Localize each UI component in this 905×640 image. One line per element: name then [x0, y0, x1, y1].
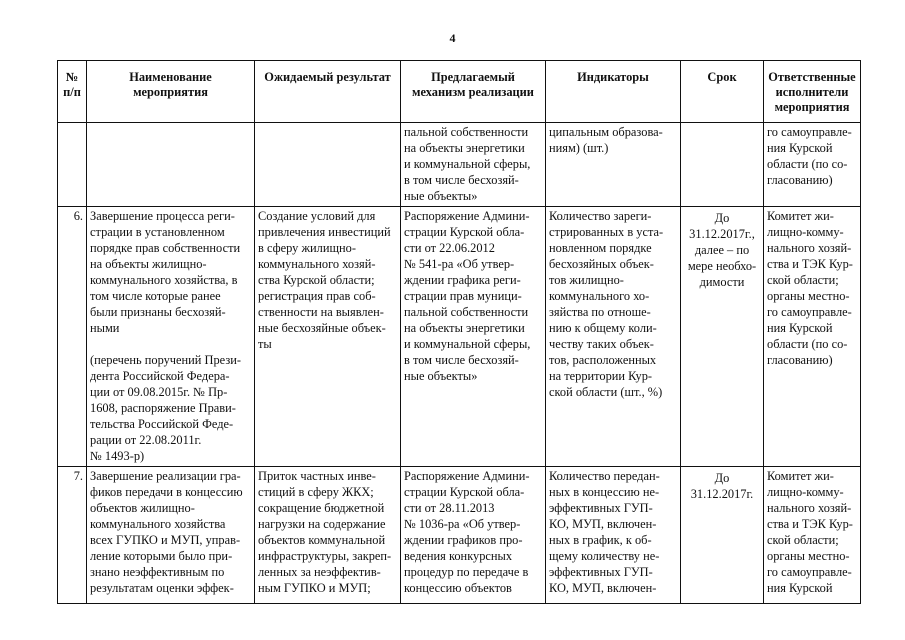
cell-line: ниям) (шт.) [549, 141, 609, 155]
cell-content [90, 468, 251, 595]
cell-line: были признаны бесхозяй- [90, 305, 226, 319]
cell-line: ленных за неэффектив- [258, 565, 381, 579]
cell-line: коммунального хозяйства, в [90, 273, 238, 287]
cell-line: 31.12.2017г., [689, 227, 755, 241]
cell-line: ждении графика реги- [404, 273, 521, 287]
cell-line: Предлагаемый [431, 70, 515, 84]
cell-line: зяйства по отноше- [549, 305, 651, 319]
cell-line: нагрузки на содержание [258, 517, 386, 531]
measures-table [57, 60, 861, 604]
cell-line: До [714, 471, 730, 485]
cell-content [258, 468, 397, 595]
cell-content [767, 468, 857, 595]
cell-line: ства и ТЭК Кур- [767, 517, 853, 531]
cell-line: Наименование [129, 70, 212, 84]
cell-line: № 1036-ра «Об утвер- [404, 517, 521, 531]
cell-content [549, 208, 677, 400]
cell-line: коммунального хо- [549, 289, 650, 303]
cell-line: механизм реализации [412, 85, 534, 99]
cell-line: новленном порядке [549, 241, 652, 255]
cell-line: стиций в сферу ЖКХ; [258, 485, 374, 499]
header-responsible [764, 61, 861, 123]
cell-line: и коммунальной сферы, [404, 157, 531, 171]
cell-line: го самоуправле- [767, 125, 852, 139]
cell-line: ния Курской [767, 141, 833, 155]
cell-line: Индикаторы [577, 70, 649, 84]
cell-line: на объекты жилищно- [90, 257, 207, 271]
cell-line: тов, расположенных [549, 353, 657, 367]
cell-content [404, 208, 542, 384]
cell-responsible [764, 207, 861, 467]
cell-line: на объекты энергетики [404, 141, 525, 155]
cell-line: сти от 28.11.2013 [404, 501, 495, 515]
cell-line: № [65, 70, 79, 84]
cell-line: гласованию) [767, 173, 833, 187]
cell-line: в том числе бесхозяй- [404, 353, 519, 367]
cell-line: ции от 09.08.2015г. № Пр- [90, 385, 228, 399]
table-row [58, 207, 861, 467]
cell-num: 6. [58, 207, 87, 467]
cell-line [90, 336, 251, 352]
cell-content [549, 468, 677, 595]
cell-content [549, 124, 677, 156]
cell-indicators [546, 207, 681, 467]
cell-term [681, 123, 764, 207]
cell-line: ципальным образова- [549, 125, 663, 139]
cell-line: ства Курской области; [258, 273, 375, 287]
cell-line: ным ГУПКО и МУП; [258, 581, 371, 595]
header-result [255, 61, 401, 123]
cell-line: Ответственные [768, 70, 856, 84]
cell-line: гласованию) [767, 353, 833, 367]
cell-line: в сферу жилищно- [258, 241, 356, 255]
table-header-row [58, 61, 861, 123]
cell-line: эффективных ГУП- [549, 501, 653, 515]
cell-name [87, 467, 255, 604]
cell-name [87, 123, 255, 207]
cell-line: страции в установленном [90, 225, 225, 239]
cell-term [681, 467, 764, 604]
cell-line: регистрация прав соб- [258, 289, 376, 303]
cell-num: 7. [58, 467, 87, 604]
cell-line: КО, МУП, включен- [549, 517, 657, 531]
cell-line: Распоряжение Админи- [404, 469, 530, 483]
cell-content [684, 210, 760, 290]
cell-line: ской области; [767, 273, 839, 287]
cell-result [255, 467, 401, 604]
cell-line: ведения конкурсных [404, 549, 513, 563]
cell-line: го самоуправле- [767, 565, 852, 579]
cell-line: ные объекты» [404, 189, 478, 203]
cell-result [255, 123, 401, 207]
cell-line: (перечень поручений Прези- [90, 353, 241, 367]
cell-content [767, 124, 857, 188]
cell-line: честву таких объек- [549, 337, 654, 351]
cell-line: мере необхо- [687, 259, 757, 273]
cell-line: нию к общему коли- [549, 321, 657, 335]
cell-line: Распоряжение Админи- [404, 209, 530, 223]
cell-mechanism [401, 123, 546, 207]
cell-mechanism [401, 467, 546, 604]
cell-line: лищно-комму- [767, 485, 844, 499]
cell-line: нального хозяй- [767, 241, 852, 255]
cell-line: ской области; [767, 533, 839, 547]
cell-line: ственности на выявлен- [258, 305, 384, 319]
cell-line: органы местно- [767, 289, 850, 303]
cell-line: области (по со- [767, 337, 848, 351]
cell-line: ты [258, 337, 272, 351]
page-number: 4 [449, 31, 456, 45]
cell-line: области (по со- [767, 157, 848, 171]
cell-line: го самоуправле- [767, 305, 852, 319]
cell-line: концессию объектов [404, 581, 512, 595]
cell-line: Количество зареги- [549, 209, 652, 223]
cell-line: органы местно- [767, 549, 850, 563]
cell-result [255, 207, 401, 467]
cell-line: ные бесхозяйные объек- [258, 321, 386, 335]
cell-line: в том числе бесхозяй- [404, 173, 519, 187]
cell-line: нального хозяй- [767, 501, 852, 515]
cell-line: на объекты энергетики [404, 321, 525, 335]
cell-line: № 541-ра «Об утвер- [404, 257, 515, 271]
cell-line: ждении графиков про- [404, 533, 523, 547]
cell-line: Завершение реализации гра- [90, 469, 241, 483]
cell-line: фиков передачи в концессию [90, 485, 243, 499]
cell-line: ской области (шт., %) [549, 385, 663, 399]
cell-line: КО, МУП, включен- [549, 581, 657, 595]
cell-line: Срок [707, 70, 737, 84]
cell-line: тов жилищно- [549, 273, 624, 287]
cell-line: страции Курской обла- [404, 225, 525, 239]
header-indicators [546, 61, 681, 123]
cell-name [87, 207, 255, 467]
cell-line: на территории Кур- [549, 369, 653, 383]
cell-line: ление которыми было при- [90, 549, 233, 563]
cell-num [58, 123, 87, 207]
cell-line: процедур по передаче в [404, 565, 529, 579]
cell-line: коммунального хозяйства [90, 517, 226, 531]
cell-line: ния Курской [767, 321, 833, 335]
cell-line: ными [90, 321, 120, 335]
cell-line: мероприятия [774, 100, 850, 114]
cell-line: ных в график, к об- [549, 533, 652, 547]
cell-line: 31.12.2017г. [690, 487, 754, 501]
cell-line: порядке прав собственности [90, 241, 241, 255]
cell-line: ства и ТЭК Кур- [767, 257, 853, 271]
cell-content [767, 208, 857, 368]
cell-line: мероприятия [133, 85, 208, 99]
table-row [58, 467, 861, 604]
cell-line: пальной собственности [404, 125, 529, 139]
cell-line: димости [699, 275, 745, 289]
cell-line: щему количеству не- [549, 549, 660, 563]
cell-line: рации от 22.08.2011г. [90, 433, 202, 447]
cell-line: и коммунальной сферы, [404, 337, 531, 351]
cell-line: инфраструктуры, закреп- [258, 549, 392, 563]
cell-mechanism [401, 207, 546, 467]
cell-line: далее – по [694, 243, 750, 257]
cell-line: До [714, 211, 730, 225]
cell-responsible [764, 123, 861, 207]
cell-line: сокращение бюджетной [258, 501, 385, 515]
cell-content [404, 468, 542, 595]
cell-line: ния Курской [767, 581, 833, 595]
table-row [58, 123, 861, 207]
cell-content [684, 470, 760, 589]
cell-line: результатам оценки эффек- [90, 581, 234, 595]
cell-line: стрированных в уста- [549, 225, 664, 239]
cell-line: бесхозяйных объек- [549, 257, 654, 271]
header-num [58, 61, 87, 123]
cell-line: Комитет жи- [767, 469, 834, 483]
cell-line: том числе которые ранее [90, 289, 221, 303]
cell-line: привлечения инвестиций [258, 225, 391, 239]
cell-line: Количество передан- [549, 469, 660, 483]
cell-line: ные объекты» [404, 369, 478, 383]
cell-line: сти от 22.06.2012 [404, 241, 495, 255]
cell-line: всех ГУПКО и МУП, управ- [90, 533, 241, 547]
cell-line: п/п [63, 85, 81, 99]
cell-line: Приток частных инве- [258, 469, 376, 483]
cell-content [404, 124, 542, 204]
header-mechanism [401, 61, 546, 123]
cell-line: Комитет жи- [767, 209, 834, 223]
cell-line: Завершение процесса реги- [90, 209, 235, 223]
cell-line: знано неэффективным по [90, 565, 225, 579]
cell-line: коммунального хозяй- [258, 257, 376, 271]
cell-line: страции Курской обла- [404, 485, 525, 499]
cell-indicators [546, 123, 681, 207]
cell-line: 1608, распоряжение Прави- [90, 401, 236, 415]
cell-line: лищно-комму- [767, 225, 844, 239]
cell-line: объектов жилищно- [90, 501, 195, 515]
cell-line: № 1493-р) [90, 449, 145, 463]
cell-line: пальной собственности [404, 305, 529, 319]
cell-term [681, 207, 764, 467]
cell-line: Создание условий для [258, 209, 376, 223]
cell-line: дента Российской Федера- [90, 369, 230, 383]
cell-line: ных в концессию не- [549, 485, 660, 499]
cell-line: объектов коммунальной [258, 533, 386, 547]
cell-line: исполнители [775, 85, 849, 99]
header-name [87, 61, 255, 123]
cell-content [258, 208, 397, 352]
cell-indicators [546, 467, 681, 604]
cell-line: эффективных ГУП- [549, 565, 653, 579]
header-term [681, 61, 764, 123]
cell-line: Ожидаемый результат [264, 70, 391, 84]
cell-content [90, 208, 251, 464]
cell-responsible [764, 467, 861, 604]
cell-line: тельства Российской Феде- [90, 417, 234, 431]
cell-line: страции прав муници- [404, 289, 522, 303]
